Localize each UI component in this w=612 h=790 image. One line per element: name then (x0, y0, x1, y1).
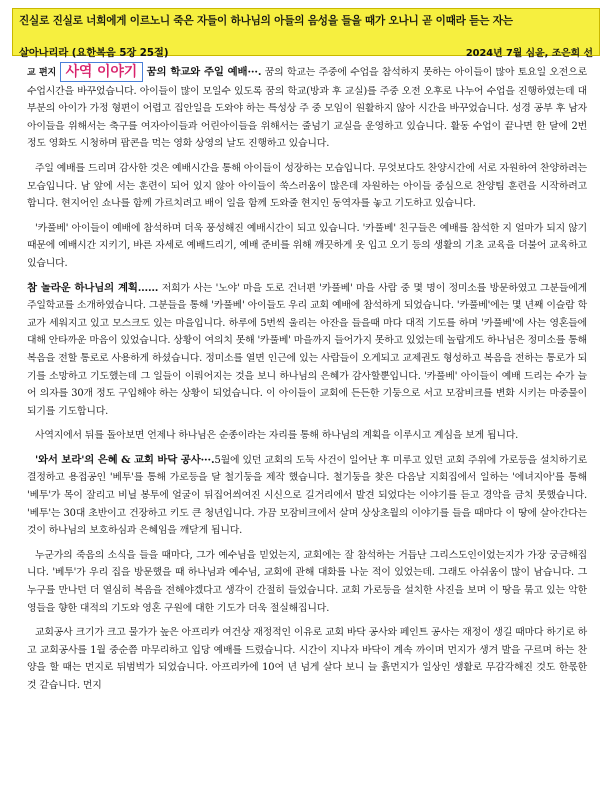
heading-gods-plan: 참 놀라운 하나님의 계획…… (27, 281, 159, 294)
paragraph-dream-school (27, 62, 587, 153)
paragraph-kapulbe-children: '카풀베' 아이들이 예배에 참석하며 더욱 풍성해진 예배시간이 되고 있습니다. '카풀베' 친구들은 예배를 참석한 지 얼마가 되지 않기 때문에 예배시간 지키기, 바른 자세로 예배드리기, 예배 준비를 위해 깨끗하게 옷 입고 오기 등의 생활의 기초 교육을 더불어 교육하고 있습니다. (27, 222, 587, 269)
heading-come-and-see: '와서 보라'의 은혜 & 교회 바닥 공사···. (35, 453, 215, 466)
paragraph-gods-plan (27, 280, 587, 421)
text-gods-plan: 저희가 사는 '노야' 마을 도로 건너편 '카풀베' 마을 사람 중 몇 명이 정미소를 방문하였고 그분들에게 주일학교를 소개하였습니다. 그분들을 통해 '카풀베' 아이들도 우리 교회 예배에 참석하게 되었습니다. '카풀베'에는 몇 년째 이슬람 학교가 세워지고 있고 모스크도 있는 마을입니다. 하루에 5번씩 울리는 아잔을 들을때 마다 대적 기도를 하며 '카풀베'에 사는 영혼들에 대해 안타까운 마음이 있었습니다. 상황이 여의치 못해 '카풀베' 마을까지 들어가지 못하고 있었는데 놀랍게도 하나님은 정미소를 통해 복음을 전할 통로로 사용하게 하셨습니다. 정미소를 열면 인근에 있는 사람들이 오게되고 교제권도 형성하고 복음을 전하는 통로가 되기를 소망하고 기도했는데 그 일들이 이뤄어지는 것을 보니 하나님의 은혜가 감사할뿐입니다. '카풀베' 아이들이 예배 드리는 수가 늘어 의자를 30개 정도 구입해야 하는 상황이 되었습니다. 이 아이들이 교회에 든든한 기둥으로 서고 모잠비크를 변화 시키는 마중물이 되기를 기도합니다. (27, 282, 587, 417)
paragraph-floor-work: 교회공사 크기가 크고 물가가 높은 아프리카 여건상 재정적인 이유로 교회 바닥 공사와 페인트 공사는 재정이 생길 때마다 하기로 하고 교회공사를 1월 중순쯤 마무리하고 입당 예배를 드렸습니다. 시간이 지나자 바닥이 계속 까이며 먼지가 생겨 발을 구르며 하는 찬양을 할 때는 먼지로 뒤범벅가 되었습니다. 아프리카에 10여 년 넘게 살다 보니 늘 흙먼지가 일상인 생활로 무감각해진 것도 한몫한 것 같습니다. 먼지 (27, 627, 587, 691)
scripture-banner (12, 8, 600, 59)
heading-dream-school: 꿈의 학교와 주일 예배···. (146, 66, 262, 78)
paragraph-death-news: 누군가의 죽음의 소식을 들을 때마다, 그가 예수님을 믿었는지, 교회에는 잘 참석하는 거듭난 그리스도인이었는지가 가장 궁금해집니다. '베투'가 우리 집을 방문했을 때 하나님과 예수님, 교회에 관해 대화를 나눈 적이 있었는데. 그래도 아쉬움이 많이 남습니다. 그 누구를 만나던 더 열심히 복음을 전해야겠다고 생각이 간절히 들었습니다. 교회 가로등을 설치한 사진을 보며 이 땅을 묶고 있는 악한 영들을 향한 대적의 기도와 영혼 구원에 대한 기도가 더욱 절실해집니다. (27, 549, 587, 614)
section-title: 사역 이야기 (60, 62, 144, 82)
text-dream-school: 꿈의 학교는 주중에 수업을 참석하지 못하는 아이들이 많아 토요일 오전으로 수업시간을 바꾸었습니다. 아이들이 많이 모일수 있도록 꿈의 학교(방과 후 교실)를 주중 오전 오후로 나누어 수업을 진행하였는데 대부분의 아이가 가정 형편이 어렵고 집안일을 도와야 하는 특성상 주 중 모임이 원활하지 않아 시간을 바꾸었습니다. 성경 공부 후 남자아이들을 위해서는 축구를 여자아이들과 어린아이들을 위해서는 줄넘기 교실을 운영하고 있습니다. 활동 수업이 끝나면 한 달에 2번 정도 영화도 시청하며 팝콘을 먹는 영화 상영의 날도 진행하고 있습니다. (27, 67, 587, 150)
letter-prefix: 교 편지 (27, 68, 57, 78)
paragraph-come-and-see (27, 452, 587, 540)
banner-verse-line1: 진실로 진실로 너희에게 이르노니 죽은 자들이 하나님의 아들의 음성을 들을 때가 오나니 곧 이때라 듣는 자는 (19, 15, 513, 27)
letter-date: 2024년 7월 심윤, 조은희 선 (465, 48, 593, 59)
text-come-and-see: 5월에 있던 교회의 도둑 사건이 일어난 후 미루고 있던 교회 주위에 가로등을 설치하기로 결정하고 용접공인 '베투'를 통해 가로등을 달 철기둥을 제작 했습니다. 철기둥을 찾은 다음날 지회집에서 일하는 '에녀지아'를 통해 '베투'가 목이 잘리고 비닐 봉투에 얼굴이 뒤집어씌여진 시신으로 길거리에서 발견 되었다는 이야기를 듣고 경악을 금치 못했습니다. '베투'는 30대 초반이고 건장하고 키도 큰 청년입니다. 가끔 모잠비크에서 살며 상상초월의 이야기를 들을 때마다 이 땅에 살아간다는 것이 하나님의 보호하심과 은혜임을 깨닫게 됩니다. (27, 454, 587, 537)
banner-verse-reference: 살아나리라 (요한복음 5장 25절) (19, 48, 169, 59)
paragraph-obedience: 사역지에서 뒤를 돌아보면 언제나 하나님은 순종이라는 자리를 통해 하나님의 계획을 이루시고 계심을 보게 됩니다. (35, 430, 519, 442)
letter-body (27, 62, 587, 702)
paragraph-worship: 주일 예배를 드리며 감사한 것은 예배시간을 통해 아이들이 성장하는 모습입니다. 무엇보다도 찬양시간에 서로 자원하여 찬양하려는 모습입니다. 남 앞에 서는 훈련이 되어 있지 않아 아이들이 쑥스러움이 많은데 자원하는 아이들 중심으로 찬양팀 훈련을 시작하려고 합니다. 현지어인 쇼나를 함께 가르치려고 배이 일을 함께 도와줄 현지인 동역자를 놓고 기도하고 있습니다. (27, 162, 587, 210)
